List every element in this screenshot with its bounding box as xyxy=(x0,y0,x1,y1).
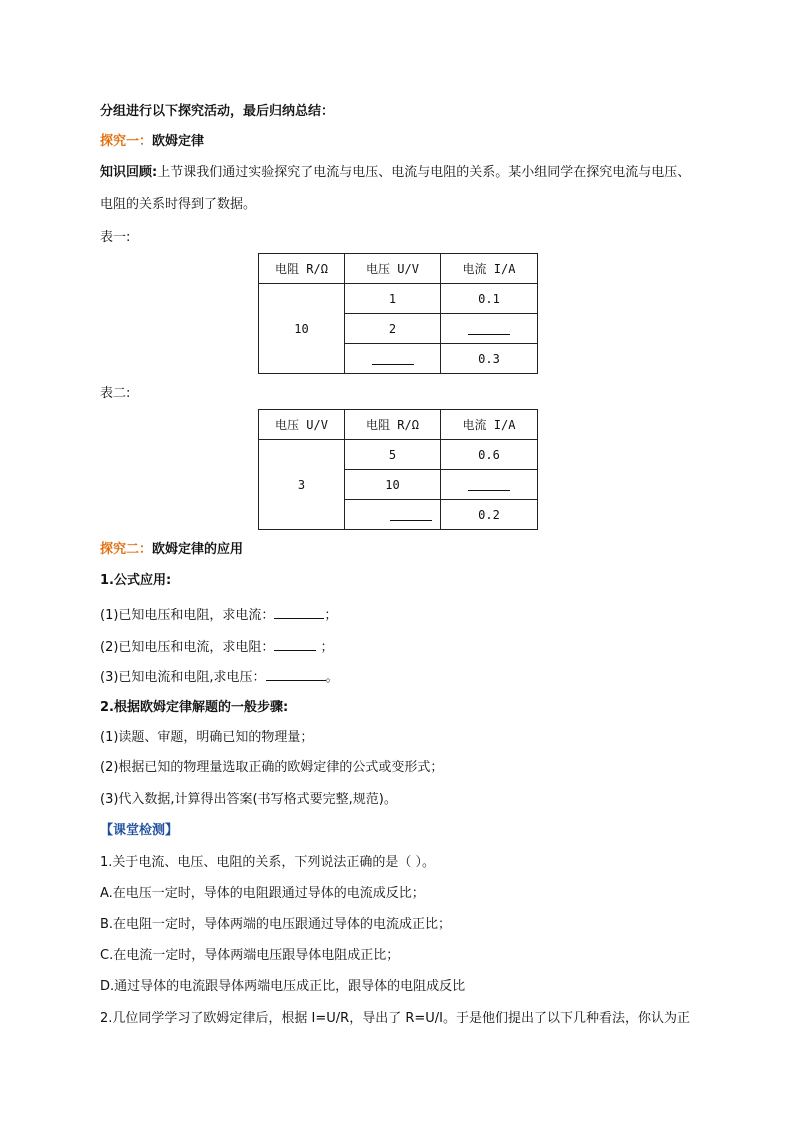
section1-heading xyxy=(100,133,204,151)
section1-title: 欧姆定律 xyxy=(152,134,205,149)
step-item: (1)读题、审题，明确已知的物理量； xyxy=(100,730,314,745)
table2-cell: 0.2 xyxy=(441,500,538,530)
formula-item-text: (3)已知电流和电阻,求电压： xyxy=(100,670,266,685)
table1-cell: 1 xyxy=(345,284,441,314)
steps-heading: 2.根据欧姆定律解题的一般步骤: xyxy=(100,700,289,715)
recall-line xyxy=(100,164,690,182)
answer-blank xyxy=(468,320,510,335)
table1-row xyxy=(259,284,538,314)
step-item: (3)代入数据,计算得出答案(书写格式要完整,规范)。 xyxy=(100,792,397,807)
formula-item-end: ； xyxy=(316,640,334,655)
answer-blank xyxy=(274,636,316,651)
table2 xyxy=(258,409,538,530)
table1-header-cell: 电压 U/V xyxy=(345,254,441,284)
question-1: 1.关于电流、电压、电阻的关系，下列说法正确的是（ ）。 xyxy=(100,855,436,870)
formula-item-text: (1)已知电压和电阻，求电流： xyxy=(100,608,275,623)
table1-cell: 0.1 xyxy=(441,284,538,314)
intro-line: 分组进行以下探究活动，最后归纳总结： xyxy=(100,104,335,119)
table2-header-cell: 电阻 R/Ω xyxy=(345,410,441,440)
table2-header-row xyxy=(259,410,538,440)
table1-cell: 0.3 xyxy=(441,344,538,374)
table1-cell xyxy=(441,314,538,344)
answer-blank xyxy=(468,476,510,491)
table2-row xyxy=(259,440,538,470)
table2-header-cell: 电压 U/V xyxy=(259,410,345,440)
recall-label: 知识回顾: xyxy=(100,165,158,180)
table2-cell xyxy=(441,470,538,500)
table2-cell: 5 xyxy=(345,440,441,470)
formula-item-text: (2)已知电压和电流，求电阻： xyxy=(100,640,275,655)
option-a: A.在电压一定时，导体的电阻跟通过导体的电流成反比； xyxy=(100,886,425,901)
section2-label: 探究二： xyxy=(100,542,153,557)
table1-header-cell: 电流 I/A xyxy=(441,254,538,284)
section1-label: 探究一： xyxy=(100,134,153,149)
table1-cell: 2 xyxy=(345,314,441,344)
table1-merged-cell: 10 xyxy=(259,284,345,374)
formula-item xyxy=(100,604,337,625)
formula-item-end: ； xyxy=(324,608,338,623)
formula-heading: 1.公式应用: xyxy=(100,573,172,588)
formula-item xyxy=(100,636,334,657)
option-c: C.在电流一定时，导体两端电压跟导体电阻成正比； xyxy=(100,948,400,963)
step-item: (2)根据已知的物理量选取正确的欧姆定律的公式或变形式； xyxy=(100,760,444,775)
recall-text: 上节课我们通过实验探究了电流与电压、电流与电阻的关系。某小组同学在探究电流与电压、 xyxy=(157,165,691,180)
answer-blank xyxy=(390,506,432,521)
answer-blank xyxy=(274,604,324,619)
answer-blank xyxy=(266,666,326,681)
option-b: B.在电阻一定时，导体两端的电压跟通过导体的电流成正比； xyxy=(100,917,452,932)
table2-merged-cell: 3 xyxy=(259,440,345,530)
table1-cell xyxy=(345,344,441,374)
table1 xyxy=(258,253,538,374)
table2-caption: 表二: xyxy=(100,386,131,401)
table1-header-row xyxy=(259,254,538,284)
table1-caption: 表一: xyxy=(100,230,131,245)
formula-item xyxy=(100,666,339,687)
formula-item-end: 。 xyxy=(325,670,339,685)
table2-cell: 10 xyxy=(345,470,441,500)
quiz-heading: 【课堂检测】 xyxy=(100,823,179,838)
table2-cell: 0.6 xyxy=(441,440,538,470)
answer-blank xyxy=(372,350,414,365)
question-2: 2.几位同学学习了欧姆定律后，根据 I=U/R，导出了 R=U/I。于是他们提出了以下几种看法，你认为正 xyxy=(100,1011,690,1026)
section2-heading xyxy=(100,541,243,559)
table2-header-cell: 电流 I/A xyxy=(441,410,538,440)
recall-line-2: 电阻的关系时得到了数据。 xyxy=(100,197,257,212)
section2-title: 欧姆定律的应用 xyxy=(152,542,244,557)
option-d: D.通过导体的电流跟导体两端电压成正比，跟导体的电阻成反比 xyxy=(100,979,466,994)
table2-cell xyxy=(345,500,441,530)
table1-header-cell: 电阻 R/Ω xyxy=(259,254,345,284)
